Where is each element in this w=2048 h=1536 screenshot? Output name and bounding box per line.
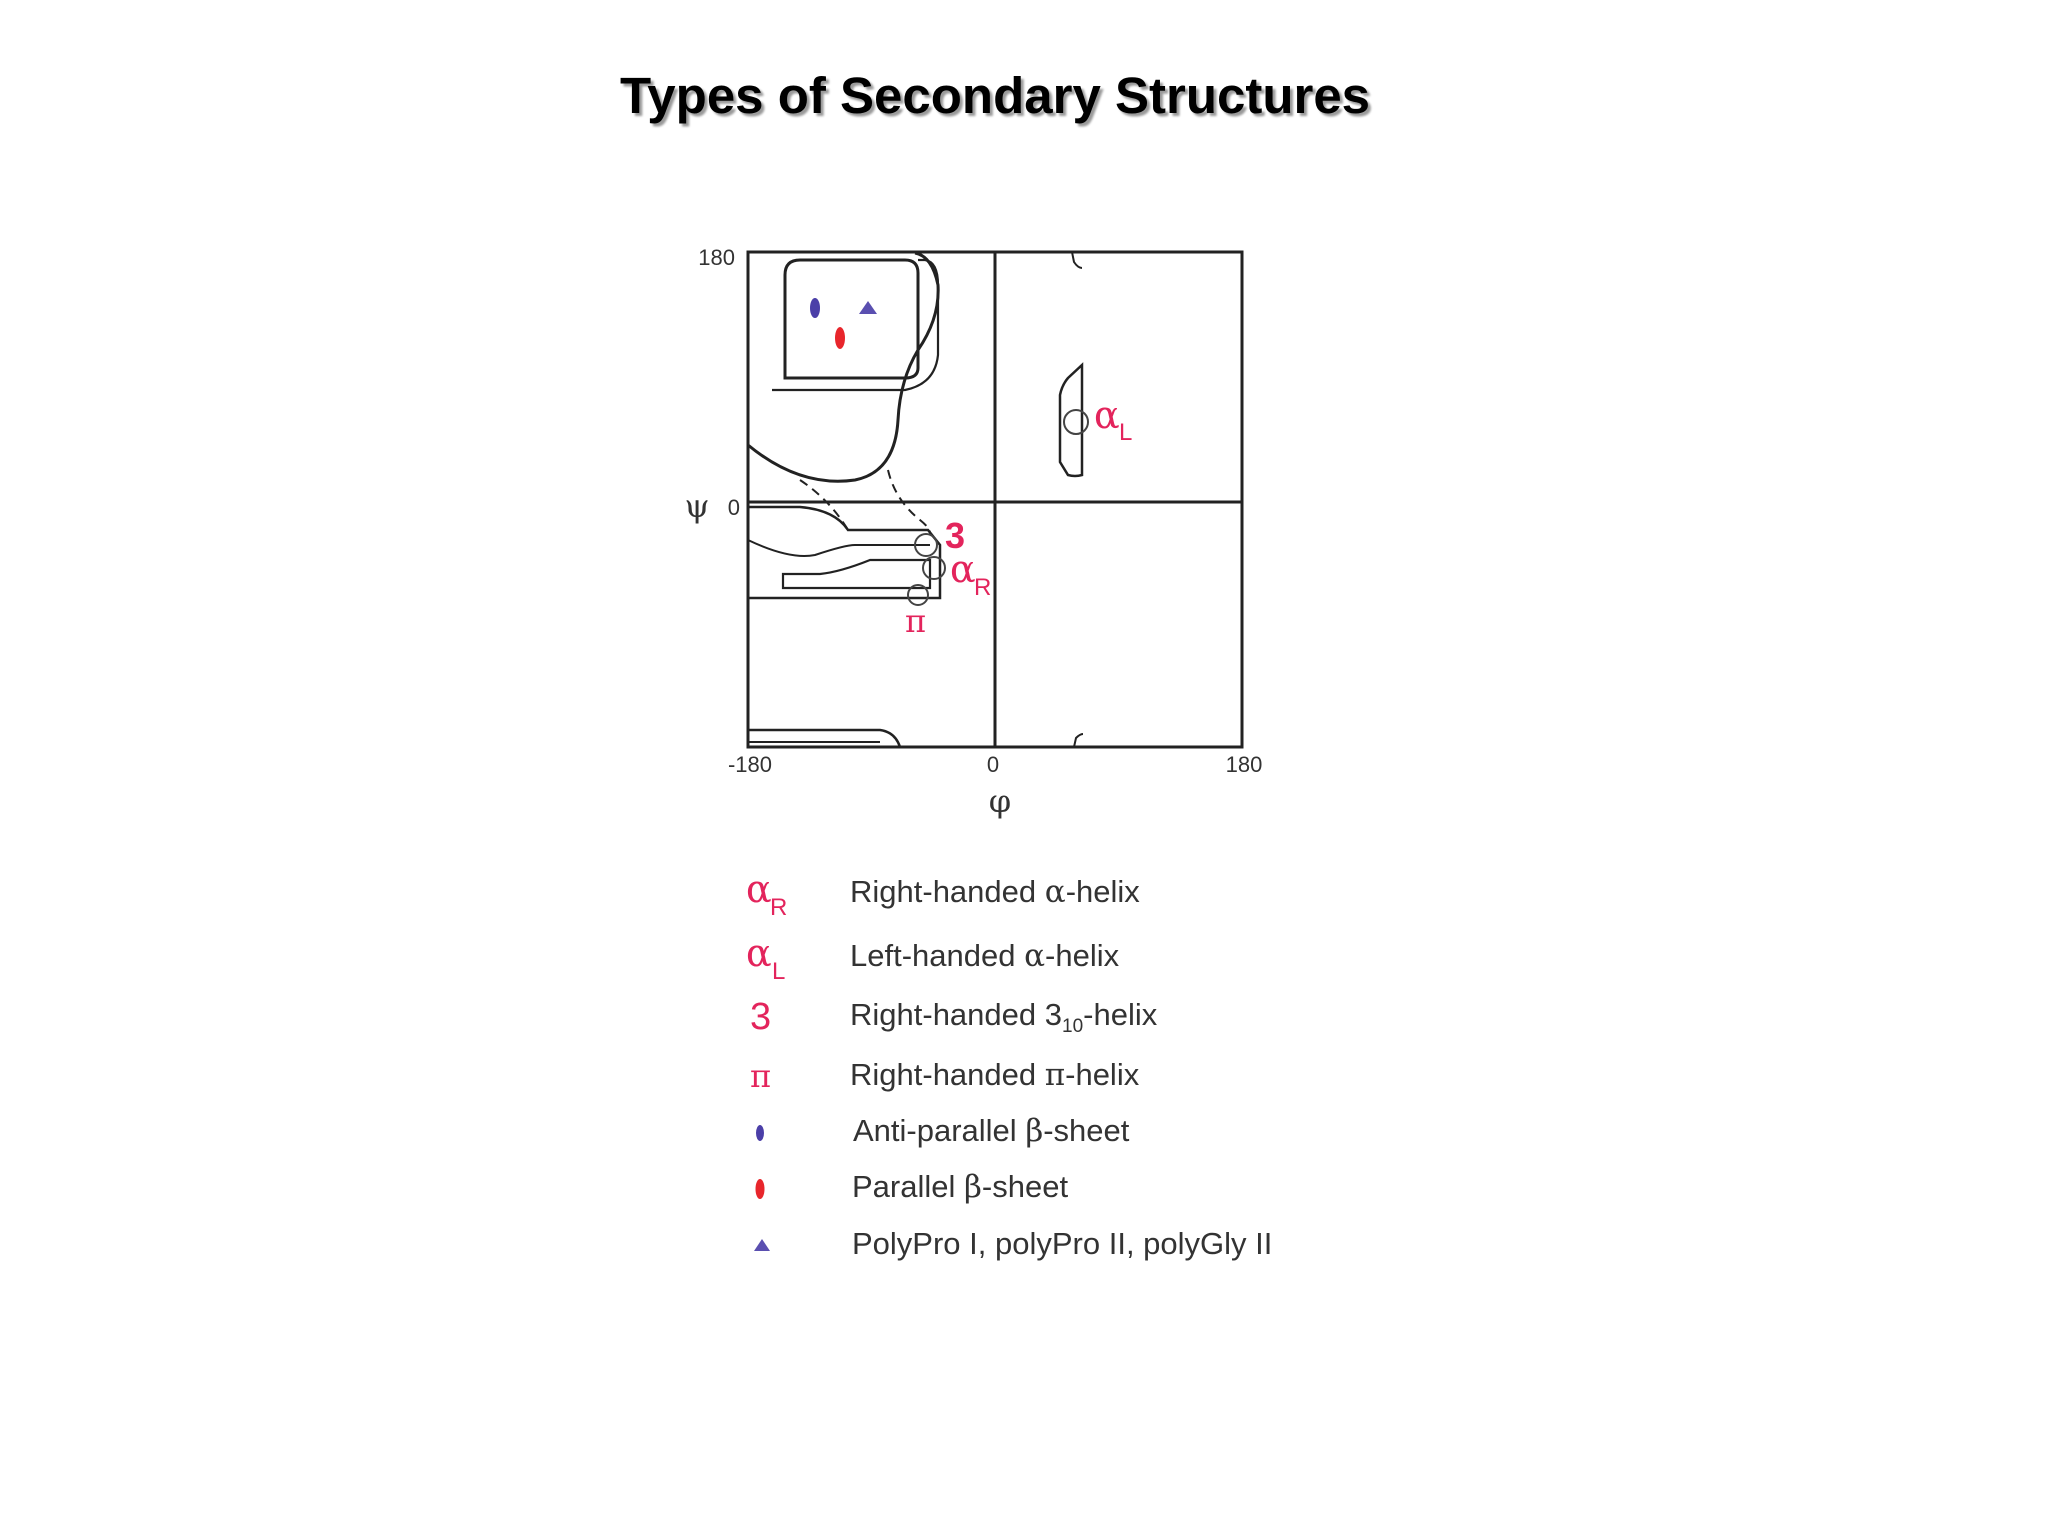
svg-text:π: π xyxy=(750,1057,772,1095)
pi-label: π xyxy=(905,602,927,640)
alpha-right-mid xyxy=(748,540,930,556)
legend-label-anti-parallel: Anti-parallel β-sheet xyxy=(853,1113,1130,1149)
top-right-notch xyxy=(1072,252,1082,268)
beta-outer-contour xyxy=(748,253,938,481)
beta-middle-contour xyxy=(772,260,938,390)
legend-row-polypro xyxy=(740,1222,1440,1272)
svg-text:R: R xyxy=(770,894,788,920)
three-label: 3 xyxy=(945,515,966,556)
legend-label-alpha-r: Right-handed α-helix xyxy=(850,874,1140,910)
legend-row-pi xyxy=(740,1053,1440,1103)
x-tick-neg180: -180 xyxy=(727,752,773,777)
parallel-symbol xyxy=(740,1165,820,1215)
legend-label-parallel: Parallel β-sheet xyxy=(852,1169,1069,1205)
legend-label-alpha-l: Left-handed α-helix xyxy=(850,938,1120,974)
bottom-contour xyxy=(748,730,900,747)
phi-symbol: φ xyxy=(988,782,1012,820)
bottom-right-notch xyxy=(1074,734,1083,747)
alpha-r-label: α xyxy=(950,547,976,591)
y-tick-180: 180 xyxy=(698,245,735,270)
alpha-l-label: α xyxy=(1094,393,1120,437)
anti-parallel-symbol xyxy=(740,1109,820,1159)
legend-row-three-ten xyxy=(740,993,1440,1043)
alpha-right-outer xyxy=(748,507,940,598)
legend-label-three-ten: Right-handed $3_{10}$-helix xyxy=(850,997,1158,1038)
pi-symbol xyxy=(740,1053,820,1103)
y-tick-0: 0 xyxy=(727,495,740,520)
alpha-l-sub: L xyxy=(1119,419,1133,446)
svg-text:3: 3 xyxy=(750,996,772,1038)
three-ten-symbol xyxy=(740,993,820,1043)
legend-row-anti-parallel xyxy=(740,1109,1440,1159)
legend-label-pi: Right-handed π-helix xyxy=(850,1057,1140,1093)
alpha-l-symbol xyxy=(740,934,820,984)
alpha-right-inner xyxy=(783,560,930,588)
alpha-r-symbol xyxy=(740,870,820,920)
polypro-symbol xyxy=(740,1222,820,1272)
polypro-marker xyxy=(859,301,877,314)
legend-label-polypro: PolyPro I, polyPro II, polyGly II xyxy=(852,1226,1273,1261)
alpha-l-circle xyxy=(1064,410,1088,434)
legend-row-alpha-l xyxy=(740,934,1440,984)
beta-inner-region xyxy=(785,260,918,378)
slide-title: Types of Secondary Structures xyxy=(619,67,1371,124)
x-tick-180: 180 xyxy=(1225,752,1263,777)
svg-text:α: α xyxy=(746,934,772,975)
x-tick-0: 0 xyxy=(986,752,1000,777)
alpha-r-circle xyxy=(923,557,945,579)
legend-row-parallel xyxy=(740,1165,1440,1215)
alpha-r-sub: R xyxy=(974,574,992,601)
svg-text:α: α xyxy=(746,870,772,911)
anti-parallel-marker xyxy=(810,298,820,318)
parallel-marker xyxy=(835,327,845,349)
svg-text:L: L xyxy=(772,958,786,984)
legend-row-alpha-r xyxy=(740,870,1440,920)
psi-symbol: ψ xyxy=(684,487,710,525)
